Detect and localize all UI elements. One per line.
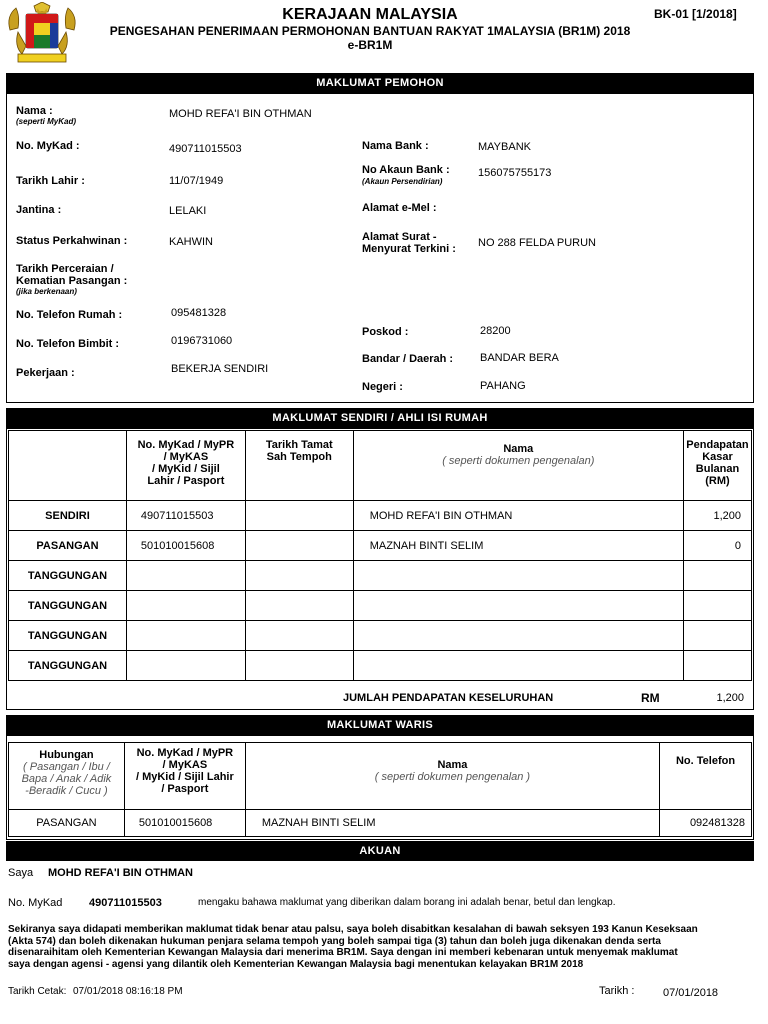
row-nama — [353, 621, 683, 651]
pekerjaan-value: BEKERJA SENDIRI — [171, 363, 269, 375]
table-row — [9, 591, 752, 621]
table-row — [9, 621, 752, 651]
header-pendapatan: Pendapatan Kasar Bulanan (RM) — [683, 431, 751, 501]
header-waris-tel: No. Telefon — [660, 743, 752, 810]
akaun-note: (Akaun Persendirian) — [362, 177, 443, 186]
total-label: JUMLAH PENDAPATAN KESELURUHAN — [343, 692, 554, 704]
row-role: SENDIRI — [9, 501, 127, 531]
row-mykad — [126, 651, 245, 681]
waris-tel: 092481328 — [660, 810, 752, 837]
header-role — [9, 431, 127, 501]
header-waris-mykad: No. MyKad / MyPR / MyKAS / MyKid / Sijil Lahir / Pasport — [124, 743, 245, 810]
header-hubungan: Hubungan ( Pasangan / Ibu / Bapa / Anak / Adik -Beradik / Cucu ) — [9, 743, 125, 810]
isi-rumah-header-row — [9, 431, 752, 501]
table-row — [9, 810, 752, 837]
alamat-label-1: Alamat Surat - — [362, 231, 437, 243]
nama-label: Nama : — [16, 105, 53, 117]
row-income — [683, 591, 751, 621]
table-row — [9, 651, 752, 681]
poskod-value: 28200 — [480, 325, 511, 337]
row-income — [683, 561, 751, 591]
status-value: KAHWIN — [169, 236, 213, 248]
nama-note: (seperti MyKad) — [16, 117, 77, 126]
waris-nama: MAZNAH BINTI SELIM — [245, 810, 659, 837]
tarikh-cetak-value: 07/01/2018 08:16:18 PM — [73, 986, 183, 997]
page-subtitle-ebr1m: e-BR1M — [347, 38, 393, 52]
waris-header-row — [9, 743, 752, 810]
total-value: 1,200 — [716, 692, 744, 704]
row-nama: MOHD REFA'I BIN OTHMAN — [353, 501, 683, 531]
row-income: 0 — [683, 531, 751, 561]
form-code: BK-01 [1/2018] — [654, 7, 737, 21]
row-income: 1,200 — [683, 501, 751, 531]
section-header-isi-rumah: MAKLUMAT SENDIRI / AHLI ISI RUMAH — [6, 408, 754, 428]
tel-bimbit-value: 0196731060 — [171, 335, 233, 347]
jantina-value: LELAKI — [169, 205, 207, 217]
tel-rumah-label: No. Telefon Rumah : — [16, 309, 123, 321]
jantina-label: Jantina : — [16, 204, 62, 216]
row-tarikh — [245, 621, 353, 651]
row-tarikh — [245, 591, 353, 621]
row-nama — [353, 651, 683, 681]
section-header-pemohon: MAKLUMAT PEMOHON — [6, 73, 754, 93]
status-label: Status Perkahwinan : — [16, 235, 128, 247]
tel-bimbit-label: No. Telefon Bimbit : — [16, 338, 120, 350]
emel-label: Alamat e-Mel : — [362, 202, 437, 214]
coat-of-arms-icon — [4, 2, 80, 66]
declaration-text: Sekiranya saya didapati memberikan maklumat tidak benar atau palsu, saya boleh disabitkan kesalahan di bawah seksyen 193 Kanun Keseksaan (Akta 574) dan boleh dikenakan hukuman penjara selama tempoh yang boleh sampai tiga (3) tahun dan boleh juga dikenakan denda serta disenaraihitam oleh Kementerian Kewangan Malaysia dari menerima BR1M. Saya dengan ini memberi kebenaran untuk menyemak maklumat saya dengan agensi - agensi yang dilantik oleh Kementerian Kewangan Malaysia bagi menentukan kelayakan BR1M 2018 — [8, 924, 698, 970]
saya-label: Saya — [8, 867, 34, 879]
page-title: KERAJAAN MALAYSIA — [282, 6, 458, 23]
alamat-value: NO 288 FELDA PURUN — [478, 237, 596, 249]
alamat-label-2: Menyurat Terkini : — [362, 243, 456, 255]
waris-table — [8, 742, 752, 837]
tarikh-cetak-label: Tarikh Cetak: — [8, 986, 67, 997]
bandar-value: BANDAR BERA — [480, 352, 559, 364]
waris-hubungan: PASANGAN — [9, 810, 125, 837]
row-mykad — [126, 561, 245, 591]
row-income — [683, 651, 751, 681]
saya-nama: MOHD REFA'I BIN OTHMAN — [48, 867, 193, 879]
mykad-label: No. MyKad : — [16, 140, 80, 152]
tarikh-lahir-label: Tarikh Lahir : — [16, 175, 85, 187]
bank-value: MAYBANK — [478, 141, 531, 153]
negeri-value: PAHANG — [480, 380, 526, 392]
cerai-label-2: Kematian Pasangan : — [16, 275, 128, 287]
row-mykad — [126, 591, 245, 621]
row-role: TANGGUNGAN — [9, 591, 127, 621]
poskod-label: Poskod : — [362, 326, 409, 338]
tarikh-value: 07/01/2018 — [663, 987, 719, 999]
row-role: PASANGAN — [9, 531, 127, 561]
header-nama: Nama ( seperti dokumen pengenalan) — [353, 431, 683, 501]
bandar-label: Bandar / Daerah : — [362, 353, 454, 365]
total-currency: RM — [641, 691, 660, 705]
tarikh-lahir-value: 11/07/1949 — [169, 175, 224, 187]
table-row — [9, 561, 752, 591]
row-role: TANGGUNGAN — [9, 651, 127, 681]
row-mykad — [126, 621, 245, 651]
table-row — [9, 531, 752, 561]
row-tarikh — [245, 501, 353, 531]
isi-rumah-table — [8, 430, 752, 681]
page-subtitle: PENGESAHAN PENERIMAAN PERMOHONAN BANTUAN RAKYAT 1MALAYSIA (BR1M) 2018 — [109, 24, 631, 38]
table-row — [9, 501, 752, 531]
pekerjaan-label: Pekerjaan : — [16, 367, 75, 379]
negeri-label: Negeri : — [362, 381, 403, 393]
row-role: TANGGUNGAN — [9, 561, 127, 591]
tarikh-label: Tarikh : — [599, 985, 635, 997]
akuan-statement: mengaku bahawa maklumat yang diberikan dalam borang ini adalah benar, betul dan lengkap. — [198, 897, 616, 908]
tel-rumah-value: 095481328 — [171, 307, 227, 319]
akaun-value: 156075755173 — [478, 167, 552, 179]
header-waris-nama: Nama ( seperti dokumen pengenalan ) — [245, 743, 659, 810]
cerai-note: (jika berkenaan) — [16, 287, 77, 296]
row-tarikh — [245, 561, 353, 591]
akuan-mykad-value: 490711015503 — [89, 897, 162, 909]
row-income — [683, 621, 751, 651]
row-mykad: 490711015503 — [126, 501, 245, 531]
row-nama — [353, 561, 683, 591]
nama-value: MOHD REFA'I BIN OTHMAN — [169, 108, 312, 120]
header-mykad: No. MyKad / MyPR / MyKAS / MyKid / Sijil Lahir / Pasport — [126, 431, 245, 501]
bank-label: Nama Bank : — [362, 140, 429, 152]
waris-mykad: 501010015608 — [124, 810, 245, 837]
header-tarikh-tamat: Tarikh Tamat Sah Tempoh — [245, 431, 353, 501]
mykad-value: 490711015503 — [169, 143, 242, 155]
section-header-akuan: AKUAN — [6, 841, 754, 861]
row-role: TANGGUNGAN — [9, 621, 127, 651]
row-nama: MAZNAH BINTI SELIM — [353, 531, 683, 561]
row-tarikh — [245, 531, 353, 561]
row-tarikh — [245, 651, 353, 681]
row-mykad: 501010015608 — [126, 531, 245, 561]
akuan-mykad-label: No. MyKad — [8, 897, 63, 909]
row-nama — [353, 591, 683, 621]
akaun-label: No Akaun Bank : — [362, 164, 450, 176]
cerai-label-1: Tarikh Perceraian / — [16, 263, 114, 275]
section-header-waris: MAKLUMAT WARIS — [6, 715, 754, 735]
